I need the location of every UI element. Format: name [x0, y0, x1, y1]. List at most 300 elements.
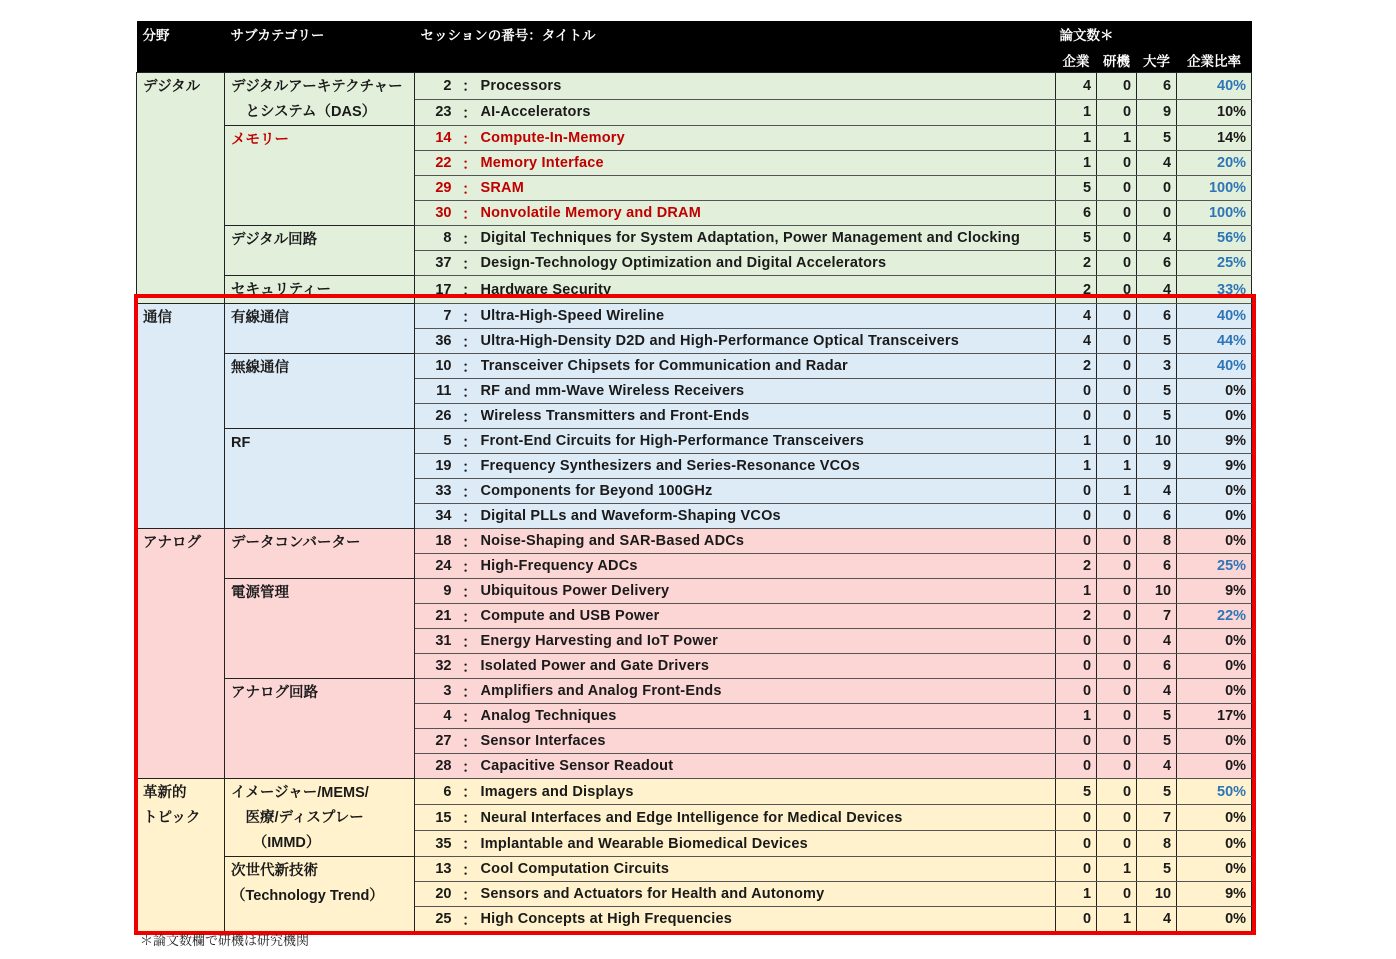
univ-count: 5	[1137, 379, 1177, 404]
session-colon: ：	[459, 529, 481, 554]
subcategory-cell	[225, 304, 415, 354]
company-count: 1	[1056, 126, 1097, 151]
session-number: 2	[415, 73, 459, 100]
company-count: 0	[1056, 831, 1097, 857]
lab-count: 0	[1097, 251, 1137, 276]
field-cell	[137, 304, 225, 529]
session-number: 34	[415, 504, 459, 529]
session-title: Ubiquitous Power Delivery	[481, 579, 1056, 604]
session-title: High-Frequency ADCs	[481, 554, 1056, 579]
header-papers: 論文数＊	[1056, 21, 1252, 47]
lab-count: 0	[1097, 754, 1137, 779]
lab-count: 0	[1097, 704, 1137, 729]
session-colon: ：	[459, 329, 481, 354]
session-title: AI-Accelerators	[481, 99, 1056, 126]
univ-count: 6	[1137, 251, 1177, 276]
session-number: 5	[415, 429, 459, 454]
lab-count: 1	[1097, 907, 1137, 932]
subcategory-label: メモリー	[231, 132, 289, 148]
session-title: Implantable and Wearable Biomedical Devices	[481, 831, 1056, 857]
table-row	[137, 857, 1252, 882]
univ-count: 10	[1137, 882, 1177, 907]
session-colon: ：	[459, 151, 481, 176]
session-number: 22	[415, 151, 459, 176]
univ-count: 4	[1137, 479, 1177, 504]
univ-count: 4	[1137, 226, 1177, 251]
company-ratio: 0%	[1177, 754, 1252, 779]
session-title: Design-Technology Optimization and Digital Accelerators	[481, 251, 1056, 276]
session-title: Digital Techniques for System Adaptation, Power Management and Clocking	[481, 226, 1056, 251]
session-colon: ：	[459, 379, 481, 404]
header-row	[137, 21, 1252, 47]
lab-count: 0	[1097, 354, 1137, 379]
subcategory-label: セキュリティー	[231, 282, 332, 298]
univ-count: 4	[1137, 276, 1177, 304]
session-colon: ：	[459, 704, 481, 729]
session-title: Compute and USB Power	[481, 604, 1056, 629]
company-count: 0	[1056, 629, 1097, 654]
header-lab: 研機	[1097, 47, 1137, 73]
subcategory-cell	[225, 857, 415, 932]
company-ratio: 100%	[1177, 201, 1252, 226]
session-title: Sensor Interfaces	[481, 729, 1056, 754]
company-ratio: 100%	[1177, 176, 1252, 201]
company-count: 0	[1056, 504, 1097, 529]
company-count: 2	[1056, 554, 1097, 579]
subcategory-cell	[225, 779, 415, 857]
company-count: 0	[1056, 805, 1097, 831]
session-number: 30	[415, 201, 459, 226]
subcategory-label: （Technology Trend）	[231, 888, 384, 904]
session-colon: ：	[459, 73, 481, 100]
subcategory-label: イメージャー/MEMS/	[231, 785, 369, 801]
session-title: Analog Techniques	[481, 704, 1056, 729]
header-univ: 大学	[1137, 47, 1177, 73]
subcategory-label: RF	[231, 435, 251, 451]
session-colon: ：	[459, 654, 481, 679]
lab-count: 0	[1097, 404, 1137, 429]
company-count: 1	[1056, 882, 1097, 907]
company-count: 4	[1056, 304, 1097, 329]
univ-count: 6	[1137, 554, 1177, 579]
company-count: 0	[1056, 857, 1097, 882]
company-count: 0	[1056, 729, 1097, 754]
session-title: High Concepts at High Frequencies	[481, 907, 1056, 932]
company-ratio: 0%	[1177, 831, 1252, 857]
session-number: 19	[415, 454, 459, 479]
univ-count: 8	[1137, 831, 1177, 857]
session-colon: ：	[459, 604, 481, 629]
univ-count: 5	[1137, 729, 1177, 754]
univ-count: 0	[1137, 201, 1177, 226]
header-ratio: 企業比率	[1177, 47, 1252, 73]
session-number: 3	[415, 679, 459, 704]
session-colon: ：	[459, 679, 481, 704]
session-table	[136, 21, 1252, 932]
lab-count: 0	[1097, 554, 1137, 579]
session-colon: ：	[459, 805, 481, 831]
lab-count: 0	[1097, 176, 1137, 201]
header-blank	[225, 47, 415, 73]
session-colon: ：	[459, 579, 481, 604]
session-number: 4	[415, 704, 459, 729]
univ-count: 7	[1137, 805, 1177, 831]
company-count: 2	[1056, 276, 1097, 304]
lab-count: 1	[1097, 454, 1137, 479]
lab-count: 0	[1097, 604, 1137, 629]
subcategory-label: 無線通信	[231, 360, 289, 376]
session-title: Isolated Power and Gate Drivers	[481, 654, 1056, 679]
session-colon: ：	[459, 429, 481, 454]
company-count: 2	[1056, 251, 1097, 276]
company-count: 5	[1056, 779, 1097, 805]
session-colon: ：	[459, 404, 481, 429]
company-ratio: 9%	[1177, 454, 1252, 479]
session-title: Compute-In-Memory	[481, 126, 1056, 151]
session-number: 31	[415, 629, 459, 654]
univ-count: 5	[1137, 126, 1177, 151]
univ-count: 10	[1137, 579, 1177, 604]
company-ratio: 56%	[1177, 226, 1252, 251]
session-title: SRAM	[481, 176, 1056, 201]
company-ratio: 9%	[1177, 429, 1252, 454]
table-row	[137, 529, 1252, 554]
subcategory-cell	[225, 276, 415, 304]
session-title: Wireless Transmitters and Front-Ends	[481, 404, 1056, 429]
session-title: Sensors and Actuators for Health and Autonomy	[481, 882, 1056, 907]
univ-count: 6	[1137, 73, 1177, 100]
session-number: 37	[415, 251, 459, 276]
table-row	[137, 226, 1252, 251]
subcategory-label: 有線通信	[231, 310, 289, 326]
company-count: 0	[1056, 479, 1097, 504]
lab-count: 0	[1097, 201, 1137, 226]
session-number: 11	[415, 379, 459, 404]
session-number: 8	[415, 226, 459, 251]
company-count: 0	[1056, 654, 1097, 679]
lab-count: 0	[1097, 882, 1137, 907]
session-colon: ：	[459, 176, 481, 201]
header-subcategory: サブカテゴリー	[225, 21, 415, 47]
session-colon: ：	[459, 831, 481, 857]
company-ratio: 0%	[1177, 729, 1252, 754]
univ-count: 6	[1137, 504, 1177, 529]
session-number: 25	[415, 907, 459, 932]
company-ratio: 33%	[1177, 276, 1252, 304]
subcategory-label: とシステム（DAS）	[231, 104, 377, 120]
table-row	[137, 126, 1252, 151]
univ-count: 5	[1137, 857, 1177, 882]
lab-count: 0	[1097, 629, 1137, 654]
company-ratio: 0%	[1177, 805, 1252, 831]
session-number: 18	[415, 529, 459, 554]
session-colon: ：	[459, 882, 481, 907]
subcategory-label: 次世代新技術	[231, 863, 318, 879]
univ-count: 9	[1137, 99, 1177, 126]
session-number: 10	[415, 354, 459, 379]
session-title: Ultra-High-Density D2D and High-Performance Optical Transceivers	[481, 329, 1056, 354]
session-colon: ：	[459, 629, 481, 654]
session-colon: ：	[459, 454, 481, 479]
session-colon: ：	[459, 779, 481, 805]
subcategory-cell	[225, 429, 415, 529]
company-count: 0	[1056, 907, 1097, 932]
table-body	[137, 73, 1252, 932]
session-colon: ：	[459, 354, 481, 379]
company-ratio: 44%	[1177, 329, 1252, 354]
univ-count: 6	[1137, 654, 1177, 679]
session-title: Components for Beyond 100GHz	[481, 479, 1056, 504]
session-title: Digital PLLs and Waveform-Shaping VCOs	[481, 504, 1056, 529]
lab-count: 0	[1097, 679, 1137, 704]
session-number: 20	[415, 882, 459, 907]
company-count: 0	[1056, 754, 1097, 779]
session-title: Hardware Security	[481, 276, 1056, 304]
session-number: 36	[415, 329, 459, 354]
univ-count: 5	[1137, 329, 1177, 354]
company-count: 1	[1056, 579, 1097, 604]
univ-count: 0	[1137, 176, 1177, 201]
company-count: 1	[1056, 704, 1097, 729]
company-ratio: 0%	[1177, 679, 1252, 704]
header-session: セッションの番号：タイトル	[415, 21, 1056, 47]
header-company: 企業	[1056, 47, 1097, 73]
company-ratio: 50%	[1177, 779, 1252, 805]
session-number: 29	[415, 176, 459, 201]
company-ratio: 0%	[1177, 629, 1252, 654]
company-ratio: 40%	[1177, 354, 1252, 379]
field-label: デジタル	[143, 79, 201, 95]
subcategory-label: 電源管理	[231, 585, 289, 601]
subcategory-cell	[225, 226, 415, 276]
session-number: 17	[415, 276, 459, 304]
lab-count: 0	[1097, 654, 1137, 679]
company-ratio: 0%	[1177, 379, 1252, 404]
session-title: Capacitive Sensor Readout	[481, 754, 1056, 779]
session-colon: ：	[459, 304, 481, 329]
company-count: 1	[1056, 429, 1097, 454]
subcategory-cell	[225, 679, 415, 779]
univ-count: 7	[1137, 604, 1177, 629]
company-ratio: 0%	[1177, 529, 1252, 554]
session-number: 15	[415, 805, 459, 831]
session-title: Front-End Circuits for High-Performance Transceivers	[481, 429, 1056, 454]
table-row	[137, 579, 1252, 604]
session-title: Ultra-High-Speed Wireline	[481, 304, 1056, 329]
session-colon: ：	[459, 201, 481, 226]
session-number: 21	[415, 604, 459, 629]
session-title: Neural Interfaces and Edge Intelligence for Medical Devices	[481, 805, 1056, 831]
subcategory-label: （IMMD）	[231, 835, 321, 851]
company-count: 0	[1056, 379, 1097, 404]
session-colon: ：	[459, 907, 481, 932]
company-count: 1	[1056, 151, 1097, 176]
session-number: 7	[415, 304, 459, 329]
company-ratio: 9%	[1177, 579, 1252, 604]
session-number: 33	[415, 479, 459, 504]
company-count: 0	[1056, 529, 1097, 554]
company-count: 6	[1056, 201, 1097, 226]
lab-count: 1	[1097, 479, 1137, 504]
company-count: 5	[1056, 176, 1097, 201]
company-count: 0	[1056, 679, 1097, 704]
univ-count: 8	[1137, 529, 1177, 554]
session-title: Memory Interface	[481, 151, 1056, 176]
univ-count: 3	[1137, 354, 1177, 379]
field-cell	[137, 779, 225, 932]
lab-count: 0	[1097, 304, 1137, 329]
lab-count: 0	[1097, 579, 1137, 604]
lab-count: 0	[1097, 151, 1137, 176]
session-title: Noise-Shaping and SAR-Based ADCs	[481, 529, 1056, 554]
table-row	[137, 779, 1252, 805]
subcategory-label: アナログ回路	[231, 685, 318, 701]
session-colon: ：	[459, 729, 481, 754]
lab-count: 0	[1097, 831, 1137, 857]
company-ratio: 0%	[1177, 654, 1252, 679]
company-ratio: 0%	[1177, 479, 1252, 504]
subcategory-cell	[225, 529, 415, 579]
session-number: 13	[415, 857, 459, 882]
company-count: 1	[1056, 99, 1097, 126]
session-title: Nonvolatile Memory and DRAM	[481, 201, 1056, 226]
lab-count: 1	[1097, 857, 1137, 882]
session-colon: ：	[459, 226, 481, 251]
company-ratio: 22%	[1177, 604, 1252, 629]
session-number: 24	[415, 554, 459, 579]
company-ratio: 0%	[1177, 907, 1252, 932]
session-colon: ：	[459, 554, 481, 579]
subcategory-cell	[225, 126, 415, 226]
subcategory-label: データコンバーター	[231, 535, 361, 551]
session-colon: ：	[459, 251, 481, 276]
session-title: Cool Computation Circuits	[481, 857, 1056, 882]
company-count: 4	[1056, 329, 1097, 354]
univ-count: 6	[1137, 304, 1177, 329]
field-label: トピック	[143, 810, 201, 826]
session-title: Frequency Synthesizers and Series-Resonance VCOs	[481, 454, 1056, 479]
univ-count: 4	[1137, 679, 1177, 704]
company-ratio: 25%	[1177, 251, 1252, 276]
company-count: 5	[1056, 226, 1097, 251]
subcategory-cell	[225, 73, 415, 126]
company-count: 0	[1056, 404, 1097, 429]
session-colon: ：	[459, 99, 481, 126]
univ-count: 4	[1137, 907, 1177, 932]
session-colon: ：	[459, 276, 481, 304]
session-title: Energy Harvesting and IoT Power	[481, 629, 1056, 654]
lab-count: 1	[1097, 126, 1137, 151]
company-count: 1	[1056, 454, 1097, 479]
subcategory-label: 医療/ディスプレー	[231, 810, 364, 826]
session-colon: ：	[459, 857, 481, 882]
session-number: 27	[415, 729, 459, 754]
lab-count: 0	[1097, 504, 1137, 529]
table-row	[137, 304, 1252, 329]
session-number: 23	[415, 99, 459, 126]
univ-count: 4	[1137, 151, 1177, 176]
session-title: RF and mm-Wave Wireless Receivers	[481, 379, 1056, 404]
univ-count: 4	[1137, 629, 1177, 654]
univ-count: 10	[1137, 429, 1177, 454]
session-title: Imagers and Displays	[481, 779, 1056, 805]
company-ratio: 9%	[1177, 882, 1252, 907]
company-ratio: 40%	[1177, 73, 1252, 100]
company-ratio: 0%	[1177, 404, 1252, 429]
session-colon: ：	[459, 479, 481, 504]
lab-count: 0	[1097, 805, 1137, 831]
lab-count: 0	[1097, 99, 1137, 126]
session-title: Transceiver Chipsets for Communication and Radar	[481, 354, 1056, 379]
field-label: アナログ	[143, 535, 201, 551]
table-row	[137, 73, 1252, 100]
company-ratio: 10%	[1177, 99, 1252, 126]
subcategory-label: デジタルアーキテクチャー	[231, 79, 403, 95]
lab-count: 0	[1097, 329, 1137, 354]
session-colon: ：	[459, 504, 481, 529]
univ-count: 9	[1137, 454, 1177, 479]
lab-count: 0	[1097, 226, 1137, 251]
company-ratio: 14%	[1177, 126, 1252, 151]
company-count: 2	[1056, 354, 1097, 379]
field-label: 通信	[143, 310, 172, 326]
subcategory-cell	[225, 579, 415, 679]
header-subrow	[137, 47, 1252, 73]
session-number: 9	[415, 579, 459, 604]
subcategory-cell	[225, 354, 415, 429]
company-ratio: 0%	[1177, 504, 1252, 529]
subcategory-label: デジタル回路	[231, 232, 318, 248]
lab-count: 0	[1097, 276, 1137, 304]
session-number: 6	[415, 779, 459, 805]
company-ratio: 17%	[1177, 704, 1252, 729]
field-cell	[137, 529, 225, 779]
field-label: 革新的	[143, 785, 187, 801]
company-ratio: 0%	[1177, 857, 1252, 882]
lab-count: 0	[1097, 729, 1137, 754]
session-number: 28	[415, 754, 459, 779]
table-row	[137, 276, 1252, 304]
session-number: 32	[415, 654, 459, 679]
session-title: Amplifiers and Analog Front-Ends	[481, 679, 1056, 704]
lab-count: 0	[1097, 529, 1137, 554]
footnote: ＊論文数欄で研機は研究機関	[140, 933, 310, 948]
session-number: 26	[415, 404, 459, 429]
session-number: 35	[415, 831, 459, 857]
company-ratio: 25%	[1177, 554, 1252, 579]
univ-count: 4	[1137, 754, 1177, 779]
lab-count: 0	[1097, 429, 1137, 454]
header-blank	[415, 47, 1056, 73]
session-number: 14	[415, 126, 459, 151]
company-ratio: 40%	[1177, 304, 1252, 329]
header-field: 分野	[137, 21, 225, 47]
table-row	[137, 429, 1252, 454]
univ-count: 5	[1137, 404, 1177, 429]
lab-count: 0	[1097, 73, 1137, 100]
header-blank	[137, 47, 225, 73]
univ-count: 5	[1137, 704, 1177, 729]
session-colon: ：	[459, 754, 481, 779]
table-row	[137, 679, 1252, 704]
session-title: Processors	[481, 73, 1056, 100]
session-table-wrapper	[136, 21, 1251, 932]
company-ratio: 20%	[1177, 151, 1252, 176]
field-cell	[137, 73, 225, 304]
company-count: 4	[1056, 73, 1097, 100]
lab-count: 0	[1097, 379, 1137, 404]
lab-count: 0	[1097, 779, 1137, 805]
